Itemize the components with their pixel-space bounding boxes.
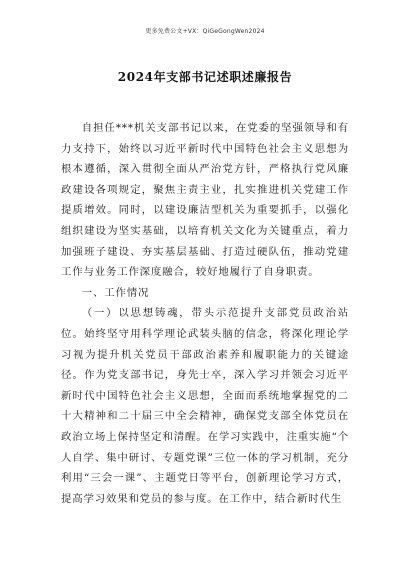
intro-paragraph: 自担任***机关支部书记以来，在党委的坚强领导和有力支持下，始终以习近平新时代中国特色社会主义思想为根本遵循，深入贯彻全面从严治党方针，严格执行党风廉政建设各项规定，聚焦主责主业，扎实推进机关党建工作提质增效。同时，以建设廉洁型机关为重要抓手，以强化组织建设为坚实基础，以培育机关文化为关键重点，着力加强班子建设、夯实基层基础、打造过硬队伍，推动党建工作与业务工作深度融合，较好地履行了自身职责。 <box>61 122 349 279</box>
header-note: 更多免费公文+VX：QiGeGongWen2024 <box>145 28 265 35</box>
document-title: 2024年支部书记述职述廉报告 <box>117 70 293 84</box>
section-heading: 一、工作情况 <box>81 286 150 299</box>
section-paragraph: （一）以思想铸魂，带头示范提升支部党员政治站位。始终坚守用科学理论武装头脑的信念，将深化理论学习视为提升机关党员干部政治素养和履职能力的关键途径。作为党支部书记，身先士卒，深入学习并领会习近平新时代中国特色社会主义思想，全面而系统地掌握党的二十大精神和二十届三中全会精神，确保党支部全体党员在政治立场上保持坚定和清醒。在学习实践中，注重实施“个人自学、集中研讨、专题党课”三位一体的学习机制，充分利用“三会一课”、主题党日等平台，创新理论学习方式，提高学习效果和党员的参与度。在工作中，结合新时代生 <box>61 307 349 505</box>
document-body <box>61 118 349 509</box>
